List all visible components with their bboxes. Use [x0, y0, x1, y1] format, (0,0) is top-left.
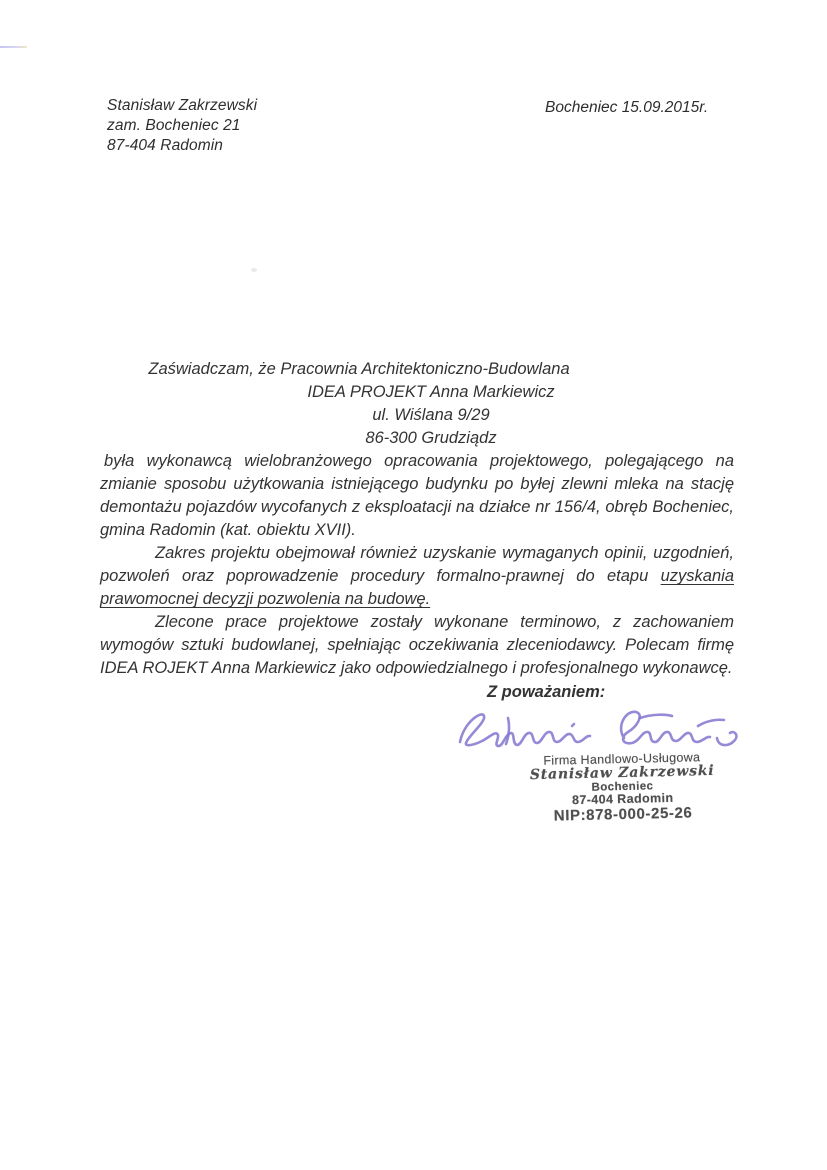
paragraph-scope-of-work: była wykonawcą wielobranżowego opracowania projektowego, polegającego na zmianie sposobu użytkowania istniejącego budynku po byłej zlewni mleka na stację demontażu pojazdów wycofanych z eksploatacji na działce nr 156/4, obręb Bocheniec, gmina Radomin (kat. obiektu XVII). — [100, 452, 734, 539]
paragraph-recommendation: Zlecone prace projektowe zostały wykonane terminowo, z zachowaniem wymogów sztuki budowlanej, spełniając oczekiwania zleceniodawcy. Polecam firmę IDEA ROJEKT Anna Markiewicz jako odpowiedzialnego i profesjonalnego wykonawcę. — [100, 613, 734, 677]
signature-stroke-lbar — [698, 720, 724, 726]
paragraph-permits-underlined: uzyskania prawomocnej decyzji pozwolenia na budowę. — [100, 567, 734, 608]
place-and-date: Bocheniec 15.09.2015r. — [545, 99, 709, 116]
signature-stroke-surname — [460, 714, 590, 746]
stamp-nip-number: NIP:878-000-25-26 — [553, 804, 693, 825]
signature-stroke-dot — [572, 724, 574, 726]
paragraph-permits-text: Zakres projektu obejmował również uzyskanie wymaganych opinii, uzgodnień, pozwoleń oraz poprowadzenie procedury formalno-prawnej do etapu — [100, 544, 734, 585]
stamp-town: Bocheniec — [591, 780, 654, 794]
letter-body — [100, 358, 734, 680]
signature-stroke-firstname — [621, 712, 710, 743]
signature-stroke-flourish — [717, 732, 736, 745]
certificate-heading — [100, 358, 734, 450]
heading-company-name: IDEA PROJEKT Anna Markiewicz — [307, 383, 555, 401]
heading-line-1: Zaświadczam, że Pracownia Architektoniczno-Budowlana — [148, 360, 570, 378]
sender-city: 87-404 Radomin — [107, 137, 223, 154]
paragraph-permits — [100, 542, 734, 611]
sender-street: zam. Bocheniec 21 — [107, 117, 241, 134]
stamp-postal-city: 87-404 Radomin — [571, 790, 674, 808]
signature-stroke-tbar — [640, 715, 672, 718]
stamp-owner-name: Stanisław Zakrzewski — [529, 762, 715, 784]
heading-company-city: 86-300 Grudziądz — [365, 429, 497, 447]
company-stamp — [519, 751, 726, 826]
scan-artifact-dash — [0, 46, 27, 48]
stamp-company-type: Firma Handlowo-Usługowa — [543, 750, 701, 768]
closing-salutation: Z poważaniem: — [487, 683, 606, 701]
sender-name: Stanisław Zakrzewski — [107, 97, 258, 114]
sender-address-block — [107, 96, 257, 156]
signature-stroke-ascender — [506, 718, 509, 744]
heading-company-street: ul. Wiślana 9/29 — [372, 406, 490, 424]
scan-artifact-dot — [251, 268, 257, 272]
